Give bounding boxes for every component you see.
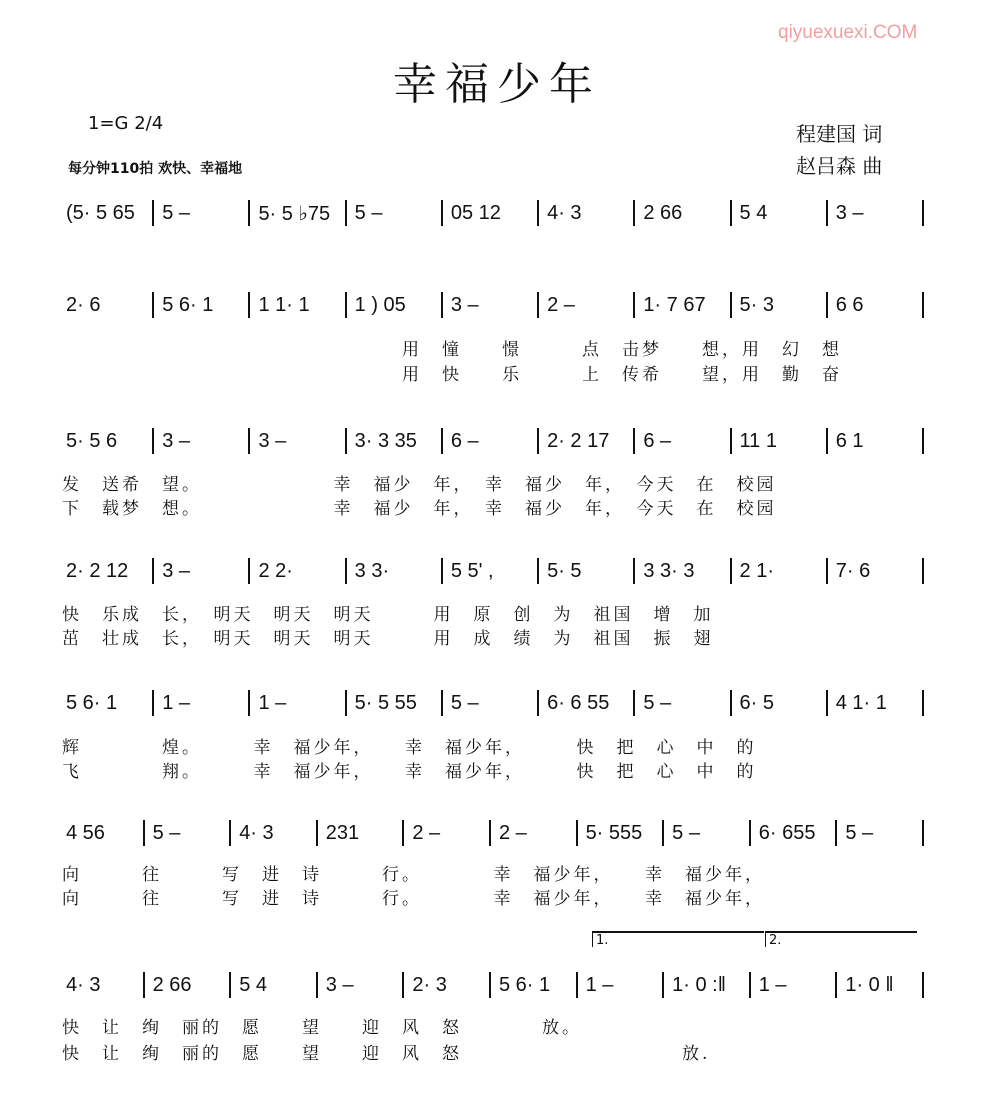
measure: 5· 5 6 bbox=[66, 429, 118, 452]
lyric-line-verse-2: 飞 翔。 幸 福少年， 幸 福少年， 快 把 心 中 的 bbox=[62, 762, 757, 782]
measure: 231 bbox=[325, 821, 360, 844]
lyric-line-verse-1: 向 往 写 进 诗 行。 幸 福少年， 幸 福少年， bbox=[62, 865, 765, 885]
song-title: 幸福少年 bbox=[393, 59, 601, 110]
measure: 2 2· bbox=[258, 559, 293, 582]
lyric-line-verse-2: 快 让 绚 丽的 愿 望 迎 风 怒 放. bbox=[62, 1044, 711, 1064]
notation-row bbox=[58, 200, 924, 226]
measure: 05 12 bbox=[450, 201, 501, 224]
measure: 2 66 bbox=[643, 201, 683, 224]
bar-line bbox=[922, 558, 924, 584]
measure: 5· 5 bbox=[547, 559, 582, 582]
notation-row bbox=[58, 558, 924, 584]
measure: 2· 2 17 bbox=[547, 429, 610, 452]
measure: 1· 7 67 bbox=[643, 293, 706, 316]
lyric-line-verse-1: 辉 煌。 幸 福少年， 幸 福少年， 快 把 心 中 的 bbox=[62, 738, 757, 758]
lyric-line-verse-2: 向 往 写 进 诗 行。 幸 福少年， 幸 福少年， bbox=[62, 889, 765, 909]
bar-line bbox=[922, 820, 924, 846]
measure: (5· 5 65 bbox=[66, 201, 135, 224]
lyric-line-verse-2: 茁 壮成 长， 明天 明天 明天 用 成 绩 为 祖国 振 翅 bbox=[62, 629, 714, 649]
lyric-line-verse-1: 用 憧 憬 点 击梦 想，用 幻 想 bbox=[62, 340, 842, 360]
measure: 3 – bbox=[835, 201, 864, 224]
measure: 1 – bbox=[758, 973, 787, 996]
watermark: qiyuexuexi.COM bbox=[778, 22, 918, 43]
measure: 4 1· 1 bbox=[835, 691, 887, 714]
measure: 4· 3 bbox=[239, 821, 274, 844]
measure: 1 ) 05 bbox=[354, 293, 406, 316]
measure: 3 – bbox=[162, 559, 191, 582]
measure: 2 – bbox=[412, 821, 441, 844]
measure: 4· 3 bbox=[547, 201, 582, 224]
measure: 5· 5 ♭75 bbox=[258, 202, 331, 225]
measure: 3 – bbox=[162, 429, 191, 452]
measure: 3 3· bbox=[354, 559, 390, 582]
measure: 2 – bbox=[547, 293, 575, 316]
measure: 5 5' , bbox=[450, 559, 494, 582]
measure: 5 – bbox=[354, 201, 383, 224]
measure: 1 1· 1 bbox=[258, 293, 310, 316]
notation-row bbox=[58, 292, 924, 318]
measure: 5 6· 1 bbox=[162, 293, 214, 316]
measure: 2· 3 bbox=[412, 973, 447, 996]
notation-row bbox=[58, 820, 924, 846]
tempo-marking: 每分钟110拍 欢快、幸福地 bbox=[68, 161, 243, 177]
measure: 3 – bbox=[325, 973, 354, 996]
notation-row bbox=[58, 972, 924, 998]
measure: 6· 5 bbox=[739, 691, 774, 714]
measure: 6· 655 bbox=[758, 821, 816, 844]
lyric-line-verse-1: 快 让 绚 丽的 愿 望 迎 风 怒 放。 bbox=[62, 1018, 582, 1038]
measure: 5 – bbox=[845, 821, 874, 844]
measure: 1· 0 :‖ bbox=[672, 973, 726, 996]
lyricist-credit: 程建国 词 bbox=[796, 122, 883, 146]
measure: 5 6· 1 bbox=[66, 691, 118, 714]
measure: 5 4 bbox=[739, 201, 768, 224]
lyric-line-verse-2: 下 载梦 想。 幸 福少 年， 幸 福少 年， 今天 在 校园 bbox=[62, 499, 777, 519]
measure: 5 – bbox=[450, 691, 479, 714]
key-signature: 1=G 2/4 bbox=[88, 113, 164, 134]
measure: 11 1 bbox=[739, 429, 777, 452]
measure: 6· 6 55 bbox=[547, 691, 610, 714]
measure: 2 1· bbox=[739, 559, 774, 582]
measure: 1 – bbox=[258, 691, 287, 714]
lyric-line-verse-2: 用 快 乐 上 传希 望，用 勤 奋 bbox=[62, 365, 842, 385]
bar-line bbox=[922, 428, 924, 454]
measure: 5· 5 55 bbox=[354, 691, 417, 714]
measure: 1· 0 ‖ bbox=[845, 973, 894, 996]
measure: 2· 6 bbox=[66, 293, 101, 316]
notation-row bbox=[58, 690, 924, 716]
lyric-line-verse-1: 快 乐成 长， 明天 明天 明天 用 原 创 为 祖国 增 加 bbox=[62, 605, 714, 625]
measure: 5· 3 bbox=[739, 293, 774, 316]
notation-row bbox=[58, 428, 924, 454]
measure: 2 66 bbox=[152, 973, 192, 996]
measure: 3· 3 35 bbox=[354, 429, 417, 452]
lyric-line-verse-1: 发 送希 望。 幸 福少 年， 幸 福少 年， 今天 在 校园 bbox=[62, 475, 777, 495]
measure: 5 6· 1 bbox=[498, 973, 551, 996]
bar-line bbox=[922, 292, 924, 318]
measure: 3 3· 3 bbox=[643, 559, 695, 582]
measure: 5 – bbox=[162, 201, 191, 224]
measure: 5 – bbox=[643, 691, 672, 714]
measure: 2 – bbox=[498, 821, 527, 844]
bar-line bbox=[922, 200, 924, 226]
measure: 6 1 bbox=[835, 429, 864, 452]
measure: 5 – bbox=[672, 821, 700, 844]
measure: 6 – bbox=[450, 429, 479, 452]
bar-line bbox=[922, 690, 924, 716]
measure: 5· 555 bbox=[585, 821, 643, 844]
measure: 5 – bbox=[152, 821, 181, 844]
measure: 7· 6 bbox=[835, 559, 871, 582]
measure: 1 – bbox=[162, 691, 191, 714]
measure: 6 6 bbox=[835, 293, 864, 316]
measure: 4· 3 bbox=[66, 973, 101, 996]
volta-bracket-2: 2. bbox=[765, 931, 917, 947]
measure: 3 – bbox=[450, 293, 479, 316]
bar-line bbox=[922, 972, 924, 998]
measure: 4 56 bbox=[66, 821, 105, 844]
measure: 1 – bbox=[585, 973, 614, 996]
measure: 3 – bbox=[258, 429, 287, 452]
measure: 6 – bbox=[643, 429, 672, 452]
composer-credit: 赵吕森 曲 bbox=[796, 154, 883, 178]
measure: 5 4 bbox=[239, 973, 267, 996]
measure: 2· 2 12 bbox=[66, 559, 129, 582]
volta-bracket-1: 1. bbox=[592, 931, 764, 947]
